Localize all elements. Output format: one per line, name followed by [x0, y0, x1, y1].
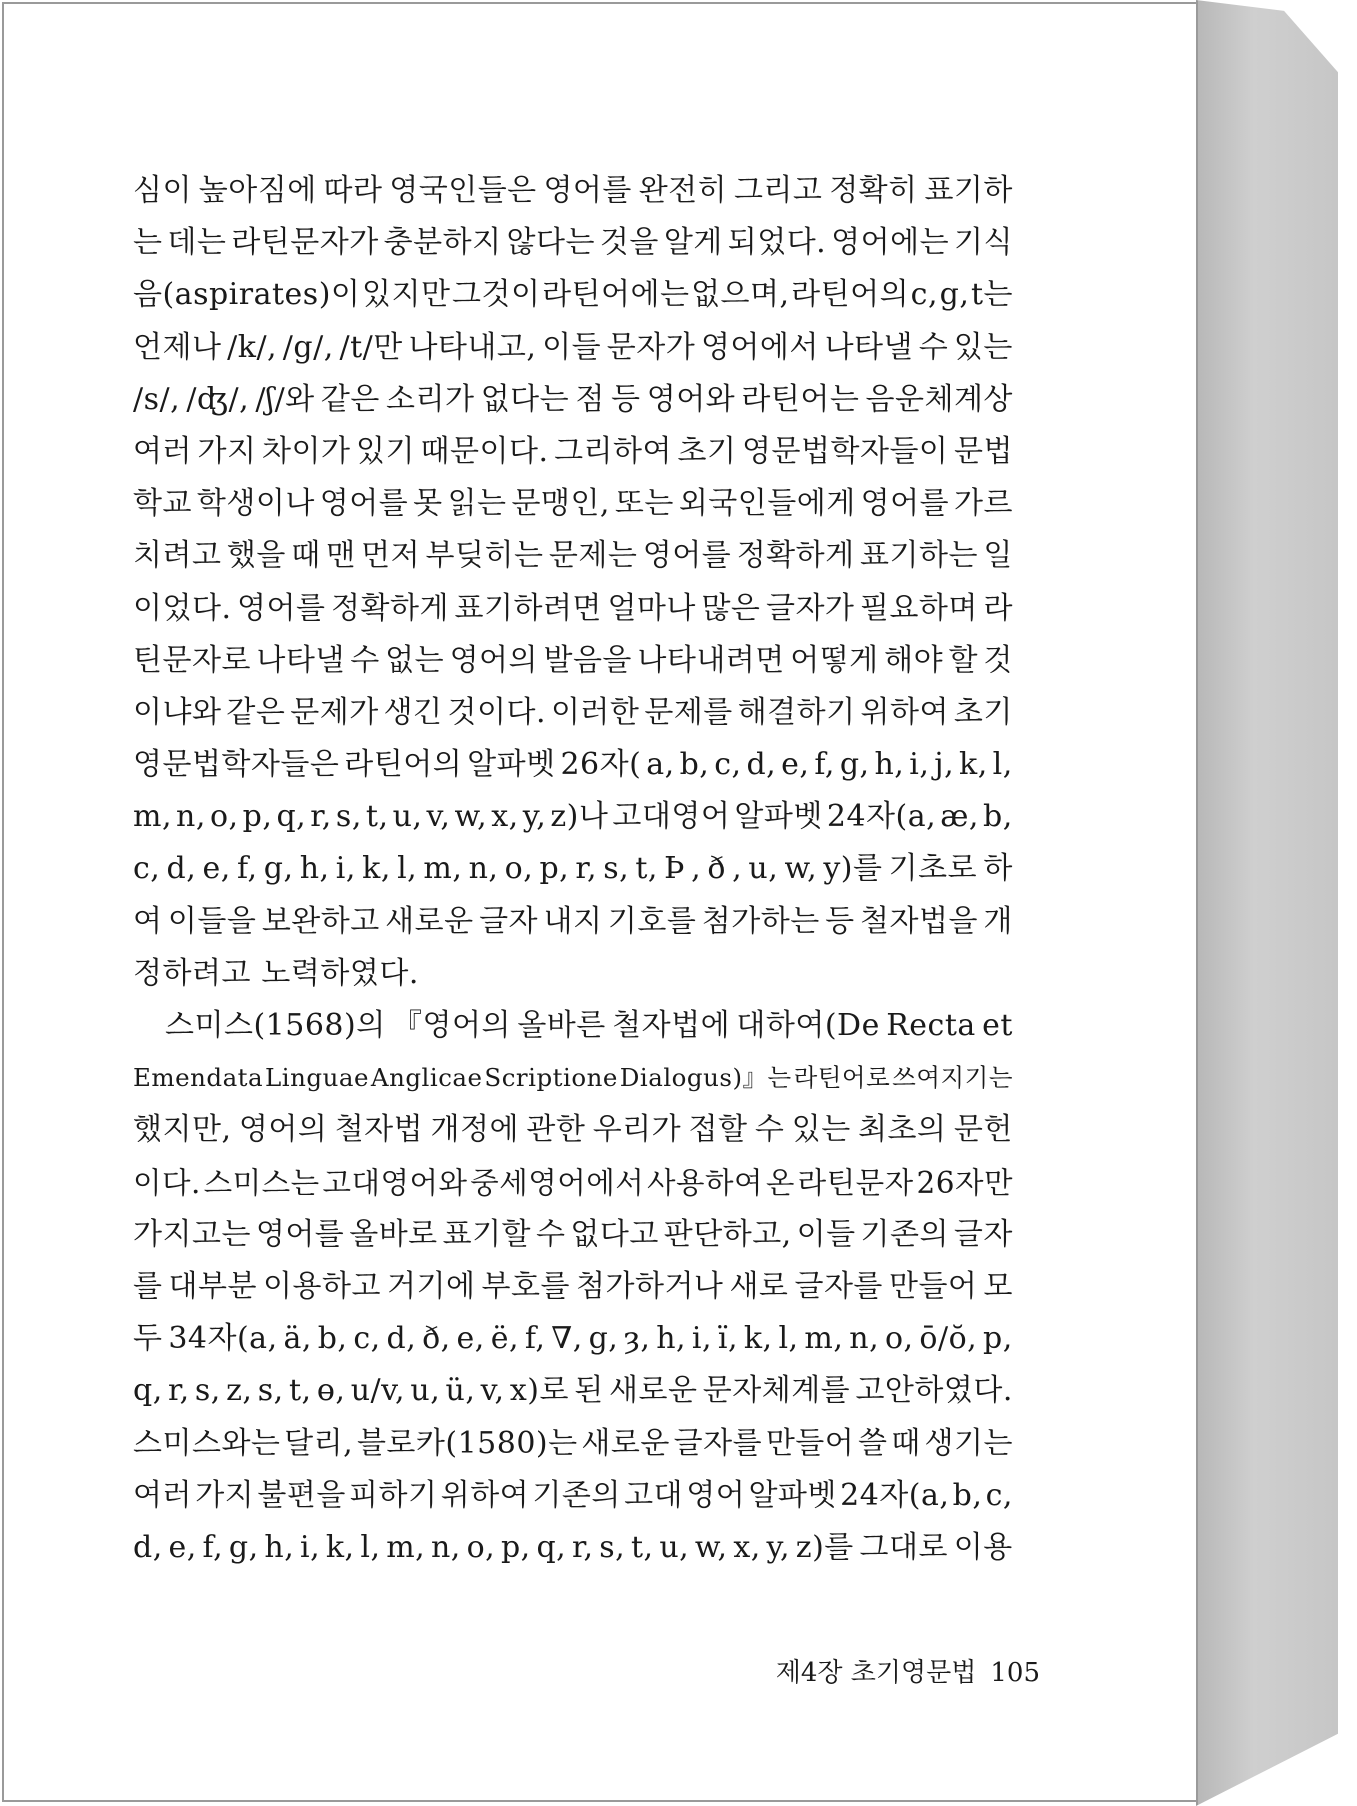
- text-line: Emendata Linguae Anglicae Scriptione Dialogus)』는 라틴어로 쓰여지기는: [133, 1063, 1013, 1093]
- text-line: 틴문자로 나타낼 수 없는 영어의 발음을 나타내려면 어떻게 해야 할 것: [133, 642, 1013, 678]
- text-line: 영문법학자들은 라틴어의 알파벳 26자( a, b, c, d, e, f, g, h, i, j, k, l,: [133, 747, 1013, 783]
- text-line: 정하려고 노력하였다.: [133, 955, 419, 991]
- text-line: d, e, f, g, h, i, k, l, m, n, o, p, q, r, s, t, u, w, x, y, z)를 그대로 이용: [133, 1529, 1013, 1565]
- text-line: 여러 가지 차이가 있기 때문이다. 그리하여 초기 영문법학자들이 문법: [133, 433, 1013, 469]
- text-line: 스미스(1568)의 『영어의 올바른 철자법에 대하여(De Recta et: [165, 1008, 1013, 1043]
- text-line: q, r, s, z, ꜱ, t, ɵ, u/v, u, ü, v, x)로 된 새로운 문자체계를 고안하였다.: [133, 1373, 1013, 1409]
- page-footer: [740, 1652, 1040, 1689]
- text-line: 이었다. 영어를 정확하게 표기하려면 얼마나 많은 글자가 필요하며 라: [133, 590, 1013, 626]
- text-line: 이다. 스미스는 고대영어와 중세영어에서 사용하여 온 라틴문자 26자만: [133, 1165, 1013, 1200]
- text-line: 를 대부분 이용하고 거기에 부호를 첨가하거나 새로 글자를 만들어 모: [133, 1268, 1013, 1304]
- text-line: 심이 높아짐에 따라 영국인들은 영어를 완전히 그리고 정확히 표기하: [133, 173, 1013, 208]
- book-spine: [1196, 0, 1338, 1806]
- text-line: 는 데는 라틴문자가 충분하지 않다는 것을 알게 되었다. 영어에는 기식: [133, 225, 1013, 261]
- text-line: 가지고는 영어를 올바로 표기할 수 없다고 판단하고, 이들 기존의 글자: [133, 1216, 1013, 1252]
- text-line: c, d, e, f, g, h, i, k, l, m, n, o, p, r, s, t, Þ , ð , u, w, y)를 기초로 하: [133, 851, 1013, 887]
- text-line: 치려고 했을 때 맨 먼저 부딪히는 문제는 영어를 정확하게 표기하는 일: [133, 538, 1013, 574]
- text-line: 여 이들을 보완하고 새로운 글자 내지 기호를 첨가하는 등 철자법을 개: [133, 903, 1013, 939]
- body-text: [133, 165, 1013, 1574]
- text-line: 스미스와는 달리, 블로카(1580)는 새로운 글자를 만들어 쓸 때 생기는: [133, 1425, 1013, 1461]
- text-line: 이냐와 같은 문제가 생긴 것이다. 이러한 문제를 해결하기 위하여 초기: [133, 694, 1013, 730]
- page-number: 105: [990, 1658, 1040, 1688]
- text-line: 두 34자(a, ä, b, c, d, ð, e, ë, f, ∇, g, ȝ, h, i, ï, k, l, m, n, o, ō/ŏ, p,: [133, 1321, 1013, 1357]
- text-line: 했지만, 영어의 철자법 개정에 관한 우리가 접할 수 있는 최초의 문헌: [133, 1112, 1013, 1148]
- chapter-title: 제4장 초기영문법: [775, 1658, 977, 1688]
- text-line: 언제나 /k/, /g/, /t/만 나타내고, 이들 문자가 영어에서 나타낼 수 있는: [133, 329, 1013, 365]
- text-line: 학교 학생이나 영어를 못 읽는 문맹인, 또는 외국인들에게 영어를 가르: [133, 486, 1013, 522]
- text-line: 음(aspirates)이 있지만 그것이 라틴어에는 없으며, 라틴어의 c, g, t는: [133, 277, 1013, 313]
- text-line: m, n, o, p, q, r, s, t, u, v, w, x, y, z)나 고대영어 알파벳 24자(a, æ, b,: [133, 799, 1013, 835]
- text-line: /s/, /ʤ/, /ʃ/와 같은 소리가 없다는 점 등 영어와 라틴어는 음운체계상: [133, 381, 1013, 417]
- text-line: 여러 가지 불편을 피하기 위하여 기존의 고대 영어 알파벳 24자(a, b, c,: [133, 1477, 1013, 1513]
